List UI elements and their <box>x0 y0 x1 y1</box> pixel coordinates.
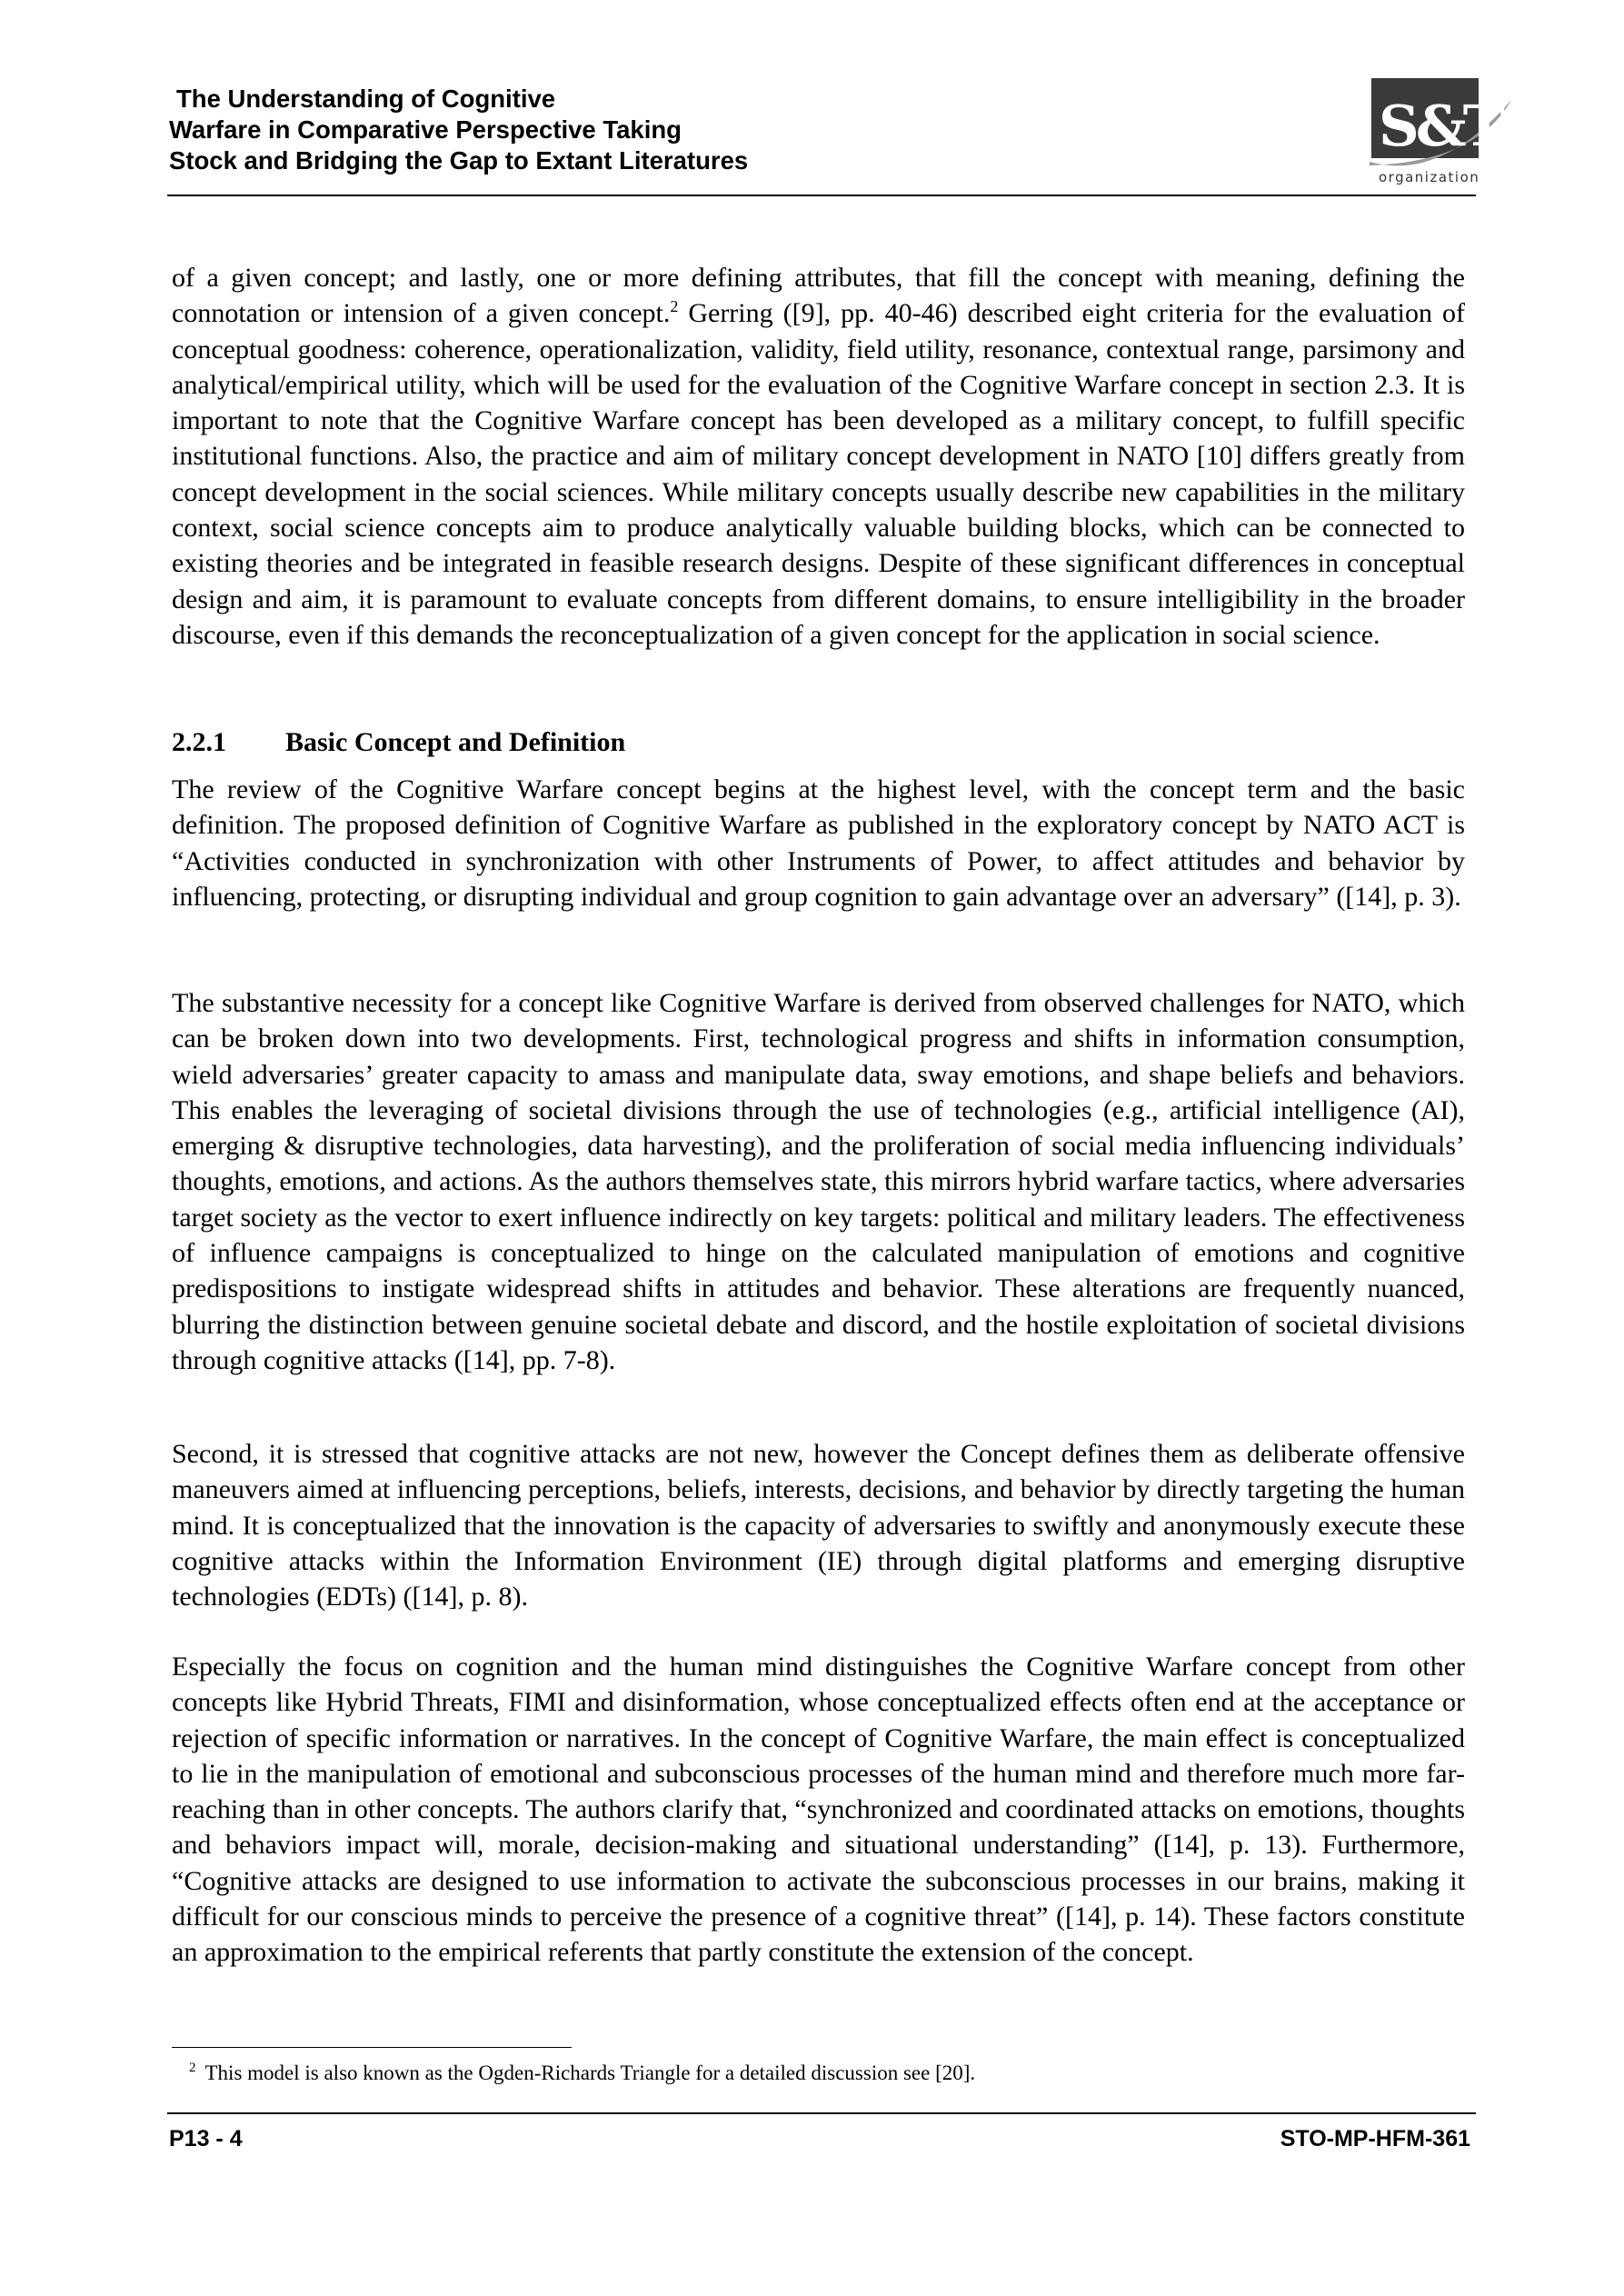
footnote-reference: 2 <box>670 297 679 316</box>
header-divider <box>167 195 1476 196</box>
paragraph-4: Second, it is stressed that cognitive attacks are not new, however the Concept defines them as deliberate offensive maneuvers aimed at influencing perceptions, beliefs, interests, decisions, and behavior by directly targeting the human mind. It is conceptualized that the innovation is the capacity of adversaries to swiftly and anonymously execute these cognitive attacks within the Information Environment (IE) through digital platforms and emerging disruptive technologies (EDTs) ([14], p. 8). <box>172 1439 1465 1612</box>
sto-logo <box>1368 75 1513 188</box>
document-id: STO-MP-HFM-361 <box>1280 2126 1470 2151</box>
footnote <box>189 2060 1461 2087</box>
running-header-title <box>169 84 1260 176</box>
footer-divider <box>167 2112 1476 2114</box>
page-number: P13 - 4 <box>169 2126 243 2151</box>
paragraph-1-text-b: Gerring ([9], pp. 40-46) described eight criteria for the evaluation of conceptual goodness: coherence, operationalization, validity, field utility, resonance, contextual range, parsimony and analytical/empirical utility, which will be used for the evaluation of the Cognitive Warfare concept in section 2.3. It is important to note that the Cognitive Warfare concept has been developed as a military concept, to fulfill specific institutional functions. Also, the practice and aim of military concept development in NATO [10] differs greatly from concept development in the social sciences. While military concepts usually describe new capabilities in the military context, social science concepts aim to produce analytically valuable building blocks, which can be connected to existing theories and be integrated in feasible research designs. Despite of these significant differences in conceptual design and aim, it is paramount to evaluate concepts from different domains, to ensure intelligibility in the broader discourse, even if this demands the reconceptualization of a given concept for the application in social science. <box>172 298 1465 650</box>
paragraph-1-text-a: of a given concept; and lastly, one or more defining attributes, that fill the concept with meaning, defining the connotation or intension of a given concept. <box>172 263 1465 329</box>
section-heading <box>172 724 625 760</box>
paragraph-2: The review of the Cognitive Warfare concept begins at the highest level, with the concept term and the basic definition. The proposed definition of Cognitive Warfare as published in the exploratory concept by NATO ACT is “Activities conducted in synchronization with other Instruments of Power, to affect attitudes and behavior by influencing, protecting, or disrupting individual and group cognition to gain advantage over an adversary” ([14], p. 3). <box>172 774 1465 912</box>
logo-wordmark: S&T <box>1379 93 1501 159</box>
paragraph-1 <box>172 260 1465 653</box>
header-title-line-1: The Understanding of Cognitive <box>176 85 556 113</box>
paragraph-3: The substantive necessity for a concept like Cognitive Warfare is derived from observed challenges for NATO, which can be broken down into two developments. First, technological progress and shifts in information consumption, wield adversaries’ greater capacity to amass and manipulate data, sway emotions, and shape beliefs and behaviors. This enables the leveraging of societal divisions through the use of technologies (e.g., artificial intelligence (AI), emerging & disruptive technologies, data harvesting), and the proliferation of social media influencing individuals’ thoughts, emotions, and actions. As the authors themselves state, this mirrors hybrid warfare tactics, where adversaries target society as the vector to exert influence indirectly on key targets: political and military leaders. The effectiveness of influence campaigns is conceptualized to hinge on the calculated manipulation of emotions and cognitive predispositions to instigate widespread shifts in attitudes and behavior. These alterations are frequently nuanced, blurring the distinction between genuine societal debate and discord, and the hostile exploitation of societal divisions through cognitive attacks ([14], pp. 7-8). <box>172 988 1465 1375</box>
logo-subtext: organization <box>1379 169 1480 185</box>
section-title: Basic Concept and Definition <box>285 727 626 757</box>
footnote-text: This model is also known as the Ogden-Richards Triangle for a detailed discussion see [20]. <box>204 2061 976 2084</box>
header-title-line-2: Warfare in Comparative Perspective Taking <box>169 115 682 144</box>
header-title-line-3: Stock and Bridging the Gap to Extant Literatures <box>169 146 749 175</box>
footnote-marker: 2 <box>189 2061 196 2075</box>
footnote-divider <box>172 2047 572 2048</box>
section-number: 2.2.1 <box>172 727 226 757</box>
paragraph-5: Especially the focus on cognition and the human mind distinguishes the Cognitive Warfare concept from other concepts like Hybrid Threats, FIMI and disinformation, whose conceptualized effects often end at the acceptance or rejection of specific information or narratives. In the concept of Cognitive Warfare, the main effect is conceptualized to lie in the manipulation of emotional and subconscious processes of the human mind and therefore much more far-reaching than in other concepts. The authors clarify that, “synchronized and coordinated attacks on emotions, thoughts and behaviors impact will, morale, decision-making and situational understanding” ([14], p. 13). Furthermore, “Cognitive attacks are designed to use information to activate the subconscious processes in our brains, making it difficult for our conscious minds to perceive the presence of a cognitive threat” ([14], p. 14). These factors constitute an approximation to the empirical referents that partly constitute the extension of the concept. <box>172 1652 1465 1968</box>
